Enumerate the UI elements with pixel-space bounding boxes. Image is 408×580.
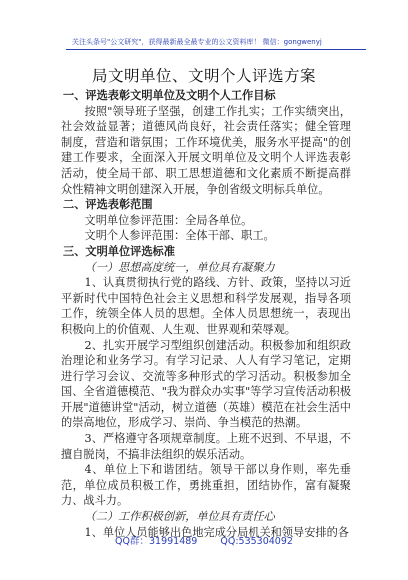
document-body [61,88,351,540]
paragraph: 1、单位人员能够出色地完成分局机关和领导安排的各 [84,525,349,539]
subsection-heading-1: （一）思想高度统一，单位具有凝聚力 [84,260,275,274]
section-heading-2: 二、评选表彰范围 [63,198,153,212]
paragraph: 按照"领导班子坚强，创建工作扎实；工作实绩突出，社会效益显著；道德风尚良好，社会责任落实；健全管理制度，营造和谐氛围；工作环境优美，服务水平提高"的创建工作要求，全面深入开展文明单位及文明个人评选表彰活动，使全局干部、职工思想道德和文化素质不断提高群众性精神文明创建深入开展，争创省级文明标兵单位。 [61,104,351,196]
header-promo-note: 关注头条号"公文研究"，获得最新最全最专业的公文资料库！ 微信：gongwenyj [72,38,322,46]
page-footer [0,533,408,547]
header-divider [66,49,366,50]
paragraph: 1、认真贯彻执行党的路线、方针、政策，坚持以习近平新时代中国特色社会主义思想和科学发展观，指导各项工作，统领全体人员的思想。全体人员思想统一，表现出积极向上的价值观、人生观、世界观和荣辱观。 [61,276,351,336]
paragraph: 文明个人参评范围：全体干部、职工。 [84,229,275,243]
section-heading-3: 三、文明单位评选标准 [63,244,175,258]
section-heading-1: 一、评选表彰文明单位及文明个人工作目标 [63,89,276,102]
paragraph: 3、严格遵守各项规章制度。上班不迟到、不早退，不擅自脱岗，不搞非法组织的娱乐活动。 [61,432,351,461]
paragraph: 2、扎实开展学习型组织创建活动。积极参加和组织政治理论和业务学习。有学习记录、人人有学习笔记，定期进行学习会议、交流等多种形式的学习活动。积极参加全国、全省道德模范、"我为群众办实事"等学习宣传活动积极开展"道德讲堂"活动，树立道德（英雄）模范在社会生活中的崇高地位，形成学习、崇尚、争当模范的热潮。 [61,338,351,430]
footer-qq: QQ:535304092 [220,536,293,547]
paragraph: 4、单位上下和谐团结。领导干部以身作则，率先垂范，单位成员积极工作，勇挑重担，团结协作，富有凝聚力、战斗力。 [61,463,351,508]
paragraph: 文明单位参评范围：全局各单位。 [84,213,253,227]
footer-qq-group: QQ群：31991489 [115,536,198,547]
document-title: 局文明单位、文明个人评选方案 [91,67,316,85]
subsection-heading-2: （二）工作积极创新，单位具有责任心 [84,510,275,524]
